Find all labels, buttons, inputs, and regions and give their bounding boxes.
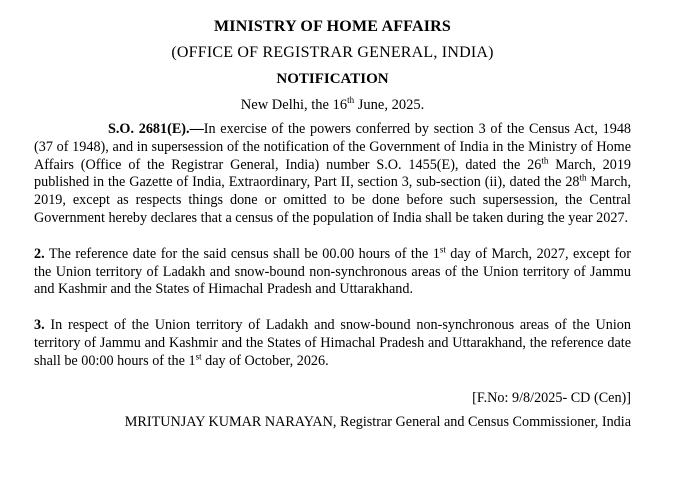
notification-document [0,17,693,481]
para2-text-a: The reference date for the said census shall be 00.00 hours of the 1 [44,245,440,262]
para3-number: 3. [34,317,45,334]
para3-text-a: In respect of the Union territory of Ladakh and snow-bound non-synchronous areas of the Union territory of Jammu and Kashmir and the States of Himachal Pradesh and Uttarakhand, the reference date shall be 00:00 hours of the 1 [34,317,631,369]
signatory-line: MRITUNJAY KUMAR NARAYAN, Registrar General and Census Commissioner, India [124,413,631,430]
paragraph-3 [34,317,631,370]
place-date-pre: New Delhi, the 16 [240,97,348,113]
para1-text-b: March, 2019 published in the Gazette of India, Extraordinary, Part II, section 3, sub-section (ii), dated the 28 [34,156,632,191]
ministry-heading: MINISTRY OF HOME AFFAIRS [214,18,451,35]
place-date-line [34,95,631,115]
para2-sup-a: st [439,244,446,255]
para3-text-b: day of October, 2026. [201,352,329,369]
place-date-post: June, 2025. [354,97,425,113]
para1-sup-b: th [579,172,587,183]
notification-title: NOTIFICATION [276,71,389,87]
para1-sup-a: th [541,154,549,165]
office-subheading: (OFFICE OF REGISTRAR GENERAL, INDIA) [171,44,494,61]
file-number: [F.No: 9/8/2025- CD (Cen)] [472,389,631,406]
so-number: S.O. 2681(E).— [108,121,204,137]
paragraph-1 [34,121,631,228]
paragraph-2 [34,246,631,299]
para2-text-b: day of March, 2027, except for the Union territory of Ladakh and snow-bound non-synchronous areas of the Union territory of Jammu and Kashmir and the States of Himachal Pradesh and Uttarakhand. [34,245,631,298]
para2-number: 2. [34,245,45,262]
para1-text-a: In exercise of the powers conferred by section 3 of the Census Act, 1948 (37 of 1948), and in supersession of the notification of the Government of India in the Ministry of Home Affairs (Office of the Registrar General, India) number S.O. 1455(E), dated the 26 [34,121,632,173]
para1-text-c: March, 2019, except as respects things done or omitted to be done before such supersession, the Central Government hereby declares that a census of the population of India shall be taken during the year 2027. [34,174,632,226]
para3-sup-a: st [195,351,202,362]
place-date-sup: th [347,95,355,106]
